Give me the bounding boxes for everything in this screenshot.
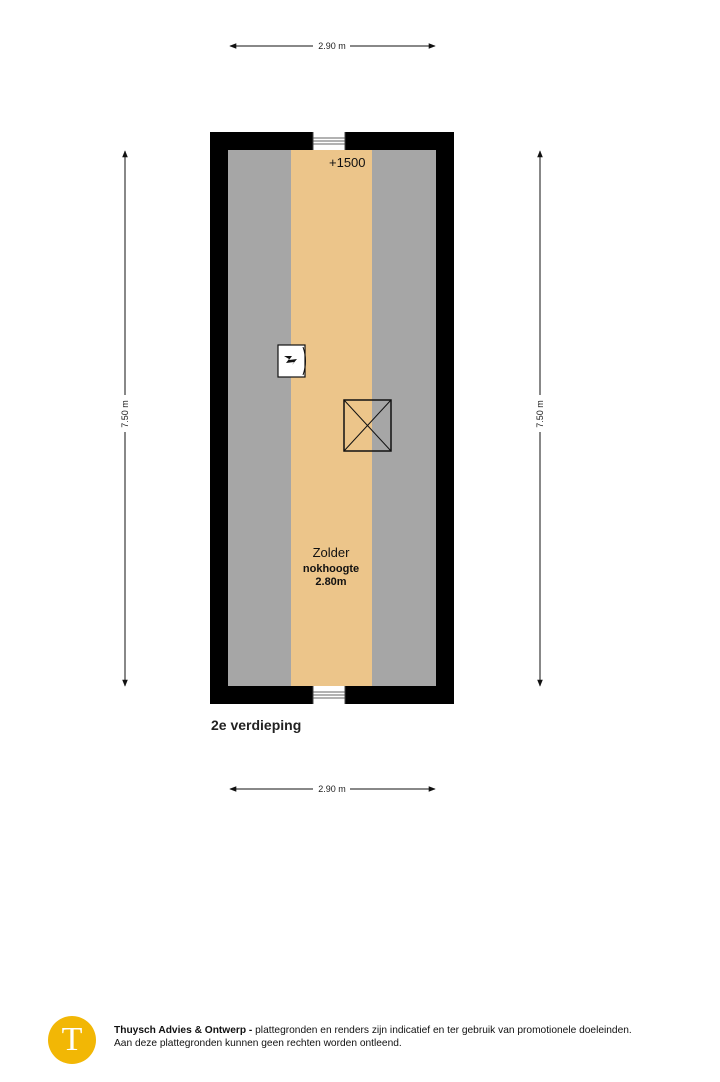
dimension-right — [535, 151, 545, 686]
level-mark: +1500 — [329, 155, 366, 170]
dimension-top — [230, 41, 435, 51]
footer-line-1 — [114, 1024, 704, 1037]
room-name: Zolder — [312, 545, 350, 560]
footer-disclaimer — [114, 1024, 704, 1050]
dimension-top-text: 2.90 m — [318, 41, 346, 51]
window-icon — [313, 132, 345, 150]
dimension-bottom-text: 2.90 m — [318, 784, 346, 794]
window-icon — [313, 686, 345, 704]
ridge-height-value: 2.80m — [315, 576, 347, 588]
footer-line-2: Aan deze plattegronden kunnen geen rechten worden ontleend. — [114, 1038, 402, 1049]
dimension-bottom — [230, 784, 435, 794]
dimension-left — [120, 151, 130, 686]
dimension-left-text: 7.50 m — [120, 400, 130, 428]
footer-line-1-text: plattegronden en renders zijn indicatief en ter gebruik van promotionele doeleinden. — [252, 1025, 632, 1036]
boiler-icon — [278, 345, 306, 377]
dimension-right-text: 7.50 m — [535, 400, 545, 428]
ridge-height-label: nokhoogte — [302, 563, 360, 575]
company-logo — [48, 1016, 96, 1064]
company-name: Thuysch Advies & Ontwerp - — [114, 1025, 253, 1036]
floor-title: 2e verdieping — [211, 717, 302, 733]
standing-height-zone — [291, 150, 372, 686]
logo-letter: T — [61, 1021, 83, 1058]
